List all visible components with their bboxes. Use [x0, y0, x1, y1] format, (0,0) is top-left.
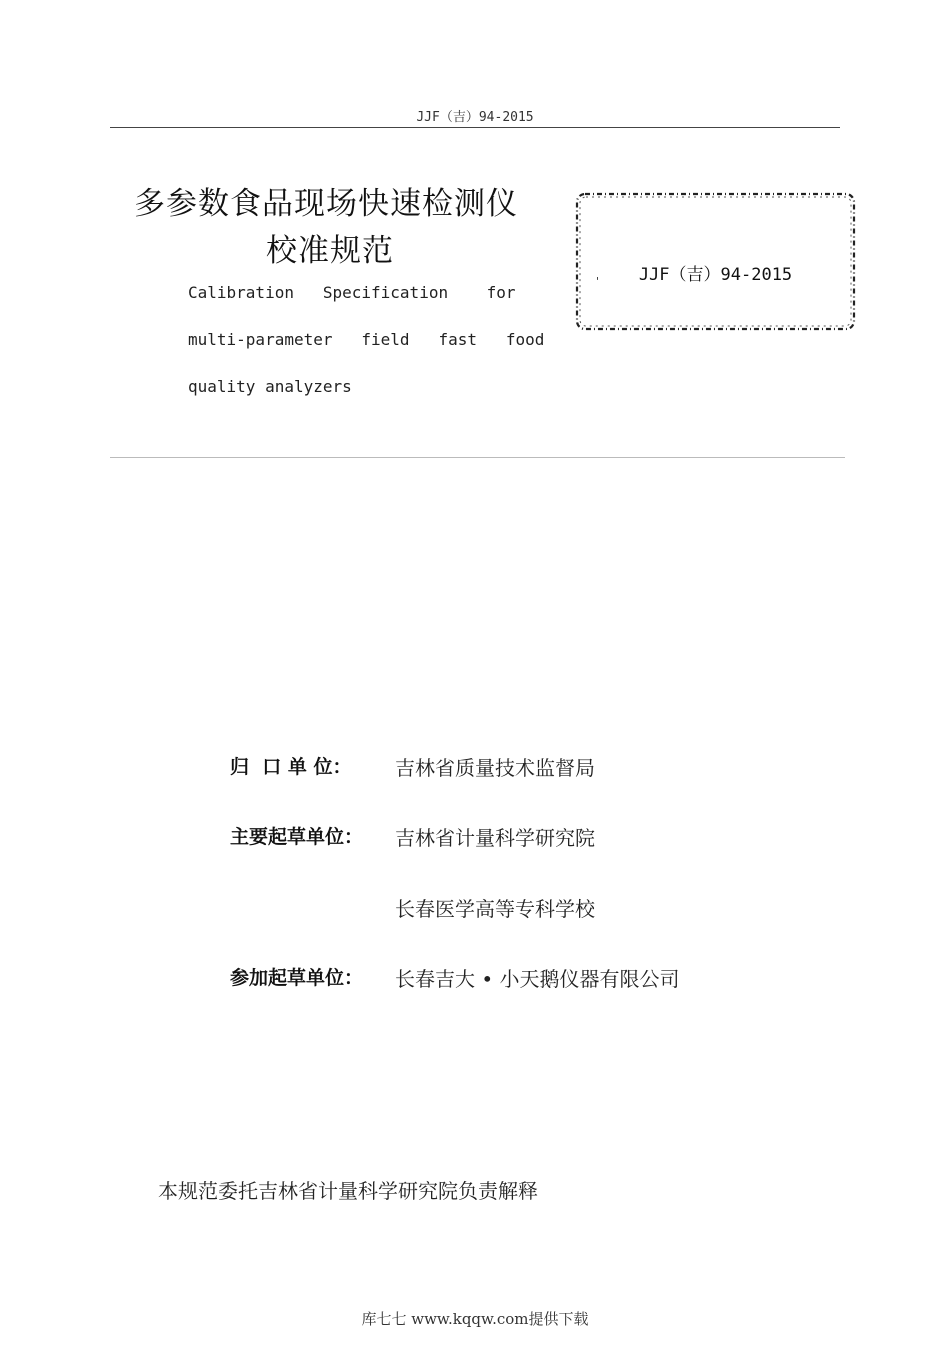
stamp-code: JJF（吉）94-2015: [638, 265, 793, 285]
title-divider: [110, 457, 845, 458]
header-rule: [110, 127, 840, 128]
main-drafter-value-2: 长春医学高等专科学校: [395, 897, 595, 921]
title-en-line3: quality analyzers: [188, 377, 352, 396]
stamp-mark: ': [596, 275, 600, 288]
download-footer: 库七七 www.kqqw.com提供下载: [361, 1310, 589, 1328]
main-drafter-label: 主要起草单位：: [230, 826, 364, 848]
owner-value: 吉林省质量技术监督局: [395, 756, 595, 780]
title-en-line2: multi-parameter field fast food: [188, 330, 545, 349]
header-standard-code: JJF（吉）94-2015: [416, 110, 534, 125]
participant-label: 参加起草单位：: [230, 967, 364, 989]
title-zh-line2: 校准规范: [266, 233, 394, 269]
interpretation-note: 本规范委托吉林省计量科学研究院负责解释: [158, 1179, 538, 1203]
title-en-line1: Calibration Specification for: [188, 283, 516, 302]
main-drafter-value-1: 吉林省计量科学研究院: [395, 826, 595, 850]
participant-value: 长春吉大 • 小天鹅仪器有限公司: [395, 967, 680, 991]
owner-label: 归 口 单 位：: [230, 756, 352, 778]
title-zh-line1: 多参数食品现场快速检测仪: [134, 186, 518, 222]
